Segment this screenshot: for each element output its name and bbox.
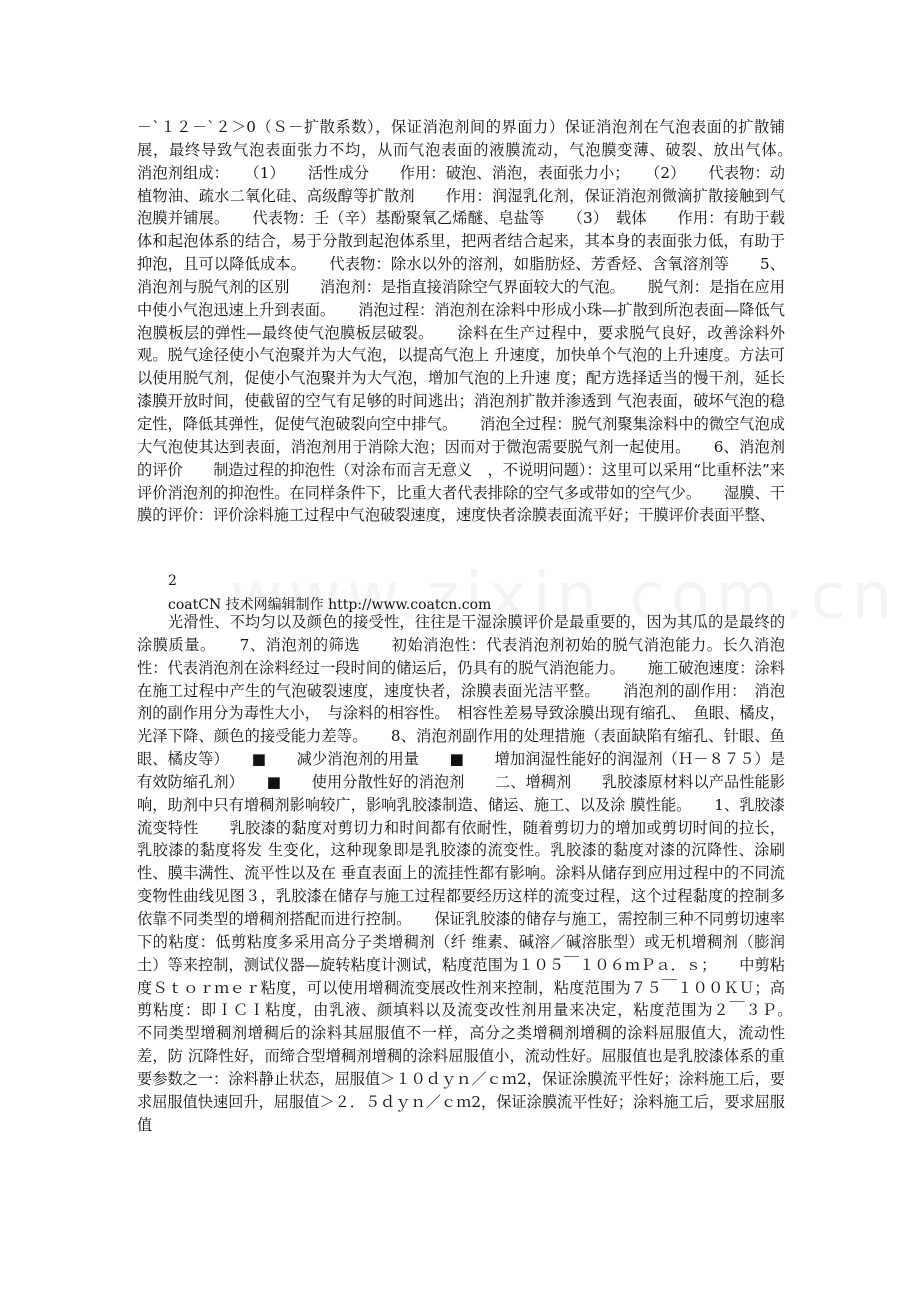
body-paragraph-2: 光滑性、不均匀以及颜色的接受性，往往是干湿涂膜评价是最重要的，因为其瓜的是最终的涂膜质量。 7、消泡剂的筛选 初始消泡性：代表消泡剂初始的脱气消泡能力。长久消泡性：代表消泡剂在涂料经过一段时间的储运后，仍具有的脱气消泡能力。 施工破泡速度：涂料在施工过程中产生的气泡破裂速度，速度快者，涂膜表面光洁平整。 消泡剂的副作用： 消泡剂的副作用分为毒性大小， 与涂料的相容性。 相容性差易导致涂膜出现有缩孔、 鱼眼、橘皮，光泽下降、颜色的接受能力差等。 8、消泡剂副作用的处理措施（表面缺陷有缩孔、针眼、鱼眼、橘皮等） ■ 减少消泡剂的用量 ■ 增加润湿性能好的润湿剂（Ｈ－８７５）是有效防缩孔剂） ■ 使用分散性好的消泡剂 二、增稠剂 乳胶漆原材料以产品性能影响，助剂中只有增稠剂影响较广，影响乳胶漆制造、储运、施工、以及涂 膜性能。 1、乳胶漆流变特性 乳胶漆的黏度对剪切力和时间都有依耐性，随着剪切力的增加或剪切时间的拉长，乳胶漆的黏度将发 生变化，这种现象即是乳胶漆的流变性。乳胶漆的黏度对漆的沉降性、涂刷性、膜丰满性、流平性以及在 垂直表面上的流挂性都有影响。涂料从储存到应用过程中的不同流变物性曲线见图３，乳胶漆在储存与施工过程都要经历这样的流变过程，这个过程黏度的控制多依靠不同类型的增稠剂搭配而进行控制。 保证乳胶漆的储存与施工，需控制三种不同剪切速率下的粘度：低剪粘度多采用高分子类增稠剂（纤 维素、碱溶／碱溶胀型）或无机增稠剂（膨润土）等来控制，测试仪器—旋转粘度计测试，粘度范围为１０５￣１０６ｍＰａ．ｓ； 中剪粘度Ｓｔｏｒｍｅｒ粘度，可以使用增稠流变展改性剂来控制，粘度范围为７５￣１００ＫＵ；高剪粘度：即ＩＣＩ粘度，由乳液、颜填料以及流变改性剂用量来决定，粘度范围为２￣３Ｐ。 不同类型增稠剂增稠后的涂料其屈服值不一样，高分之类增稠剂增稠的涂料屈服值大，流动性差，防 沉降性好，而缔合型增稠剂增稠的涂料屈服值小，流动性好。屈服值也是乳胶漆体系的重要参数之一：涂料静止状态，屈服值＞１０ｄｙｎ／ｃｍ2，保证涂膜流平性好；涂料施工后，要求屈服值快速回升，屈服值＞２．５ｄｙｎ／ｃｍ2，保证涂膜流平性好；涂料施工后，要求屈服值 [137, 613, 816, 1134]
page-number: 2 [168, 573, 177, 589]
body-paragraph-1: －`１２－`２＞0（Ｓ－扩散系数），保证消泡剂间的界面力）保证消泡剂在气泡表面的扩散铺展，最终导致气泡表面张力不均，从而气泡表面的液膜流动，气泡膜变薄、破裂、放出气体。 消泡剂组成： （1） 活性成分 作用：破泡、消泡，表面张力小； （2） 代表物：动植物油、疏水二氧化硅、高级醇等扩散剂 作用：润湿乳化剂，保证消泡剂微滴扩散接触到气泡膜并铺展。 代表物：壬（辛）基酚聚氧乙烯醚、皂盐等 （3） 载体 作用：有助于载体和起泡体系的结合，易于分散到起泡体系里，把两者结合起来，其本身的表面张力低，有助于抑泡，且可以降低成本。 代表物：除水以外的溶剂，如脂肪烃、芳香烃、含氧溶剂等 5、消泡剂与脱气剂的区别 消泡剂：是指直接消除空气界面较大的气泡。 脱气剂：是指在应用中使小气泡迅速上升到表面。 消泡过程：消泡剂在涂料中形成小珠—扩散到所泡表面—降低气泡膜板层的弹性—最终使气泡膜板层破裂。 涂料在生产过程中，要求脱气良好，改善涂料外观。脱气途径使小气泡聚并为大气泡，以提高气泡上 升速度，加快单个气泡的上升速度。方法可以使用脱气剂，促使小气泡聚并为大气泡，增加气泡的上升速 度；配方选择适当的慢干剂，延长漆膜开放时间，使截留的空气有足够的时间逃出；消泡剂扩散并渗透到 气泡表面，破坏气泡的稳定性，降低其弹性，促使气泡破裂向空中排气。 消泡全过程：脱气剂聚集涂料中的微空气泡成大气泡使其达到表面，消泡剂用于消除大泡；因而对于微泡需要脱气剂一起使用。 6、消泡剂的评价 制造过程的抑泡性（对涂布而言无意义 ，不说明问题）：这里可以采用“比重杯法”来评价消泡剂的抑泡性。在同样条件下，比重大者代表排除的空气多或带如的空气少。 湿膜、干膜的评价：评价涂料施工过程中气泡破裂速度，速度快者涂膜表面流平好；干膜评价表面平整、 [137, 118, 816, 525]
page-footer: coatCN 技术网编辑制作 http://www.coatcn.com [168, 597, 492, 613]
